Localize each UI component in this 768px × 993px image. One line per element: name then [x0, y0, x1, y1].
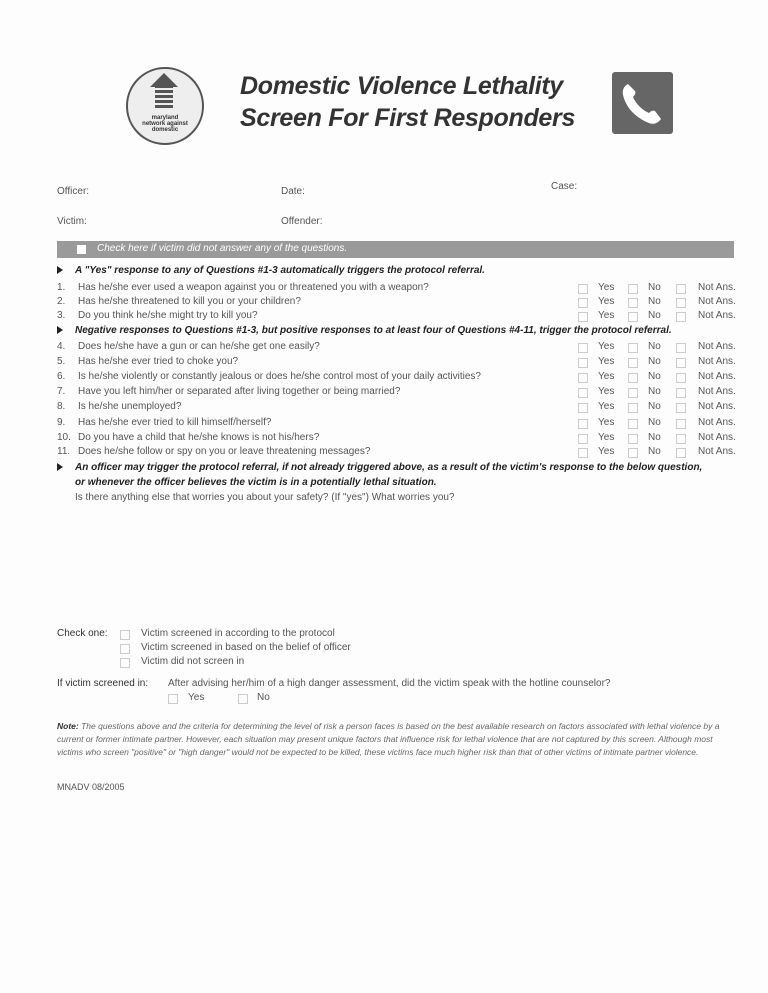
- answer-yes-label: Yes: [598, 432, 615, 443]
- answer-yes-label: Yes: [598, 296, 615, 307]
- answer-na-checkbox[interactable]: [676, 448, 686, 458]
- question-number: 3.: [57, 310, 66, 321]
- answer-na-label: Not Ans.: [698, 341, 736, 352]
- question-text: Is he/she unemployed?: [78, 401, 182, 412]
- question-number: 11.: [57, 446, 71, 457]
- answer-no-label: No: [648, 341, 661, 352]
- question-text: Does he/she have a gun or can he/she get one easily?: [78, 341, 320, 352]
- phone-icon: [612, 72, 673, 134]
- question-number: 8.: [57, 401, 66, 412]
- question-row: [57, 356, 737, 370]
- officer-field-label: Officer:: [57, 186, 90, 197]
- answer-yes-checkbox[interactable]: [578, 434, 588, 444]
- date-field-label: Date:: [281, 186, 305, 197]
- answer-na-label: Not Ans.: [698, 432, 736, 443]
- screened-officer-checkbox[interactable]: [120, 644, 130, 654]
- answer-na-label: Not Ans.: [698, 417, 736, 428]
- check-one-group: [120, 628, 520, 672]
- answer-yes-label: Yes: [598, 371, 615, 382]
- answer-no-label: No: [648, 417, 661, 428]
- logo-text: maryland network against domestic: [142, 115, 188, 133]
- question-number: 2.: [57, 296, 66, 307]
- question-text: Is he/she violently or constantly jealous or does he/she control most of your daily activities?: [78, 371, 481, 382]
- title-line-2: Screen For First Responders: [240, 104, 576, 132]
- hotline-no-checkbox[interactable]: [238, 694, 248, 704]
- answer-yes-label: Yes: [598, 356, 615, 367]
- answer-no-checkbox[interactable]: [628, 312, 638, 322]
- answer-no-label: No: [648, 386, 661, 397]
- not-screened-checkbox[interactable]: [120, 658, 130, 668]
- offender-field-label: Offender:: [281, 216, 323, 227]
- hotline-no-label: No: [257, 692, 270, 703]
- answer-no-checkbox[interactable]: [628, 388, 638, 398]
- answer-yes-checkbox[interactable]: [578, 403, 588, 413]
- question-number: 10.: [57, 432, 71, 443]
- answer-na-label: Not Ans.: [698, 296, 736, 307]
- question-text: Has he/she threatened to kill you or your children?: [78, 296, 301, 307]
- question-number: 5.: [57, 356, 66, 367]
- answer-no-checkbox[interactable]: [628, 343, 638, 353]
- answer-no-label: No: [648, 371, 661, 382]
- no-answer-band: [57, 241, 734, 258]
- question-row: [57, 446, 737, 460]
- answer-no-checkbox[interactable]: [628, 448, 638, 458]
- section-header-1: [57, 265, 485, 276]
- answer-yes-label: Yes: [598, 417, 615, 428]
- form-code: MNADV 08/2005: [57, 782, 125, 792]
- answer-yes-label: Yes: [598, 310, 615, 321]
- not-screened-label: Victim did not screen in: [141, 656, 245, 667]
- victim-field-label: Victim:: [57, 216, 87, 227]
- section-header-3-text: An officer may trigger the protocol referral, if not already triggered above, as a result of the victim's response to the below question,: [75, 462, 703, 473]
- answer-no-label: No: [648, 310, 661, 321]
- question-text: Has he/she ever tried to kill himself/herself?: [78, 417, 272, 428]
- answer-no-label: No: [648, 282, 661, 293]
- answer-na-checkbox[interactable]: [676, 403, 686, 413]
- question-row: [57, 417, 737, 431]
- answer-no-checkbox[interactable]: [628, 284, 638, 294]
- answer-yes-label: Yes: [598, 282, 615, 293]
- answer-na-checkbox[interactable]: [676, 358, 686, 368]
- answer-no-checkbox[interactable]: [628, 358, 638, 368]
- case-field-label: Case:: [551, 181, 578, 192]
- answer-na-label: Not Ans.: [698, 282, 736, 293]
- question-row: [57, 296, 737, 310]
- question-number: 9.: [57, 417, 66, 428]
- answer-na-label: Not Ans.: [698, 371, 736, 382]
- answer-no-label: No: [648, 401, 661, 412]
- answer-na-checkbox[interactable]: [676, 298, 686, 308]
- answer-no-label: No: [648, 296, 661, 307]
- arrow-icon: [57, 463, 63, 471]
- open-question: Is there anything else that worries you about your safety? (If "yes") What worries you?: [75, 492, 455, 503]
- answer-yes-checkbox[interactable]: [578, 298, 588, 308]
- note-label: Note:: [57, 721, 79, 731]
- hotline-yes-label: Yes: [188, 692, 205, 703]
- house-body-icon: [155, 85, 173, 109]
- answer-yes-checkbox[interactable]: [578, 388, 588, 398]
- answer-na-checkbox[interactable]: [676, 373, 686, 383]
- question-row: [57, 371, 737, 385]
- page-title: [240, 70, 580, 134]
- answer-na-label: Not Ans.: [698, 401, 736, 412]
- answer-na-checkbox[interactable]: [676, 388, 686, 398]
- question-text: Does he/she follow or spy on you or leave threatening messages?: [78, 446, 371, 457]
- section-header-3: [57, 462, 702, 473]
- answer-no-checkbox[interactable]: [628, 298, 638, 308]
- note-text: The questions above and the criteria for determining the level of risk a person faces is based on the best available research on factors associated with lethal violence by a current or former intimate partner. However, each situation may present unique factors that influence risk for lethal violence that are not captured by this screen. Although most victims who screen "positive" or "high danger" would not be expected to be killed, these victims face much higher risk than that of other victims of intimate partner violence.: [57, 721, 720, 757]
- question-text: Have you left him/her or separated after living together or being married?: [78, 386, 401, 397]
- answer-no-checkbox[interactable]: [628, 419, 638, 429]
- question-text: Has he/she ever used a weapon against you or threatened you with a weapon?: [78, 282, 429, 293]
- section-header-3-cont: or whenever the officer believes the victim is in a potentially lethal situation.: [75, 477, 437, 488]
- answer-no-label: No: [648, 432, 661, 443]
- screened-protocol-checkbox[interactable]: [120, 630, 130, 640]
- no-answer-label: Check here if victim did not answer any of the questions.: [97, 243, 348, 254]
- question-number: 4.: [57, 341, 66, 352]
- answer-na-label: Not Ans.: [698, 310, 736, 321]
- question-number: 7.: [57, 386, 66, 397]
- answer-na-checkbox[interactable]: [676, 419, 686, 429]
- screened-in-label: If victim screened in:: [57, 678, 149, 689]
- answer-no-checkbox[interactable]: [628, 403, 638, 413]
- answer-yes-label: Yes: [598, 341, 615, 352]
- question-text: Do you have a child that he/she knows is not his/hers?: [78, 432, 320, 443]
- question-row: [57, 341, 737, 355]
- answer-na-label: Not Ans.: [698, 386, 736, 397]
- hotline-yes-checkbox[interactable]: [168, 694, 178, 704]
- arrow-icon: [57, 326, 63, 334]
- title-line-1: Domestic Violence Lethality: [240, 72, 564, 100]
- arrow-icon: [57, 266, 63, 274]
- answer-na-checkbox[interactable]: [676, 343, 686, 353]
- question-row: [57, 282, 737, 296]
- no-answer-checkbox[interactable]: [77, 245, 86, 254]
- answer-yes-checkbox[interactable]: [578, 284, 588, 294]
- question-row: [57, 432, 737, 446]
- answer-no-checkbox[interactable]: [628, 434, 638, 444]
- question-number: 6.: [57, 371, 66, 382]
- answer-yes-checkbox[interactable]: [578, 419, 588, 429]
- answer-yes-checkbox[interactable]: [578, 358, 588, 368]
- answer-yes-checkbox[interactable]: [578, 312, 588, 322]
- question-row: [57, 310, 737, 324]
- disclaimer-note: [57, 720, 737, 759]
- section-header-1-text: A "Yes" response to any of Questions #1-3 automatically triggers the protocol referral.: [75, 265, 485, 276]
- question-text: Do you think he/she might try to kill you?: [78, 310, 258, 321]
- answer-no-label: No: [648, 356, 661, 367]
- answer-na-label: Not Ans.: [698, 356, 736, 367]
- section-header-2-text: Negative responses to Questions #1-3, but positive responses to at least four of Questions #4-11, trigger the protocol referral.: [75, 325, 672, 336]
- screened-officer-label: Victim screened in based on the belief of officer: [141, 642, 351, 653]
- answer-no-label: No: [648, 446, 661, 457]
- answer-yes-checkbox[interactable]: [578, 448, 588, 458]
- answer-yes-label: Yes: [598, 446, 615, 457]
- question-number: 1.: [57, 282, 66, 293]
- answer-na-checkbox[interactable]: [676, 284, 686, 294]
- answer-yes-label: Yes: [598, 386, 615, 397]
- answer-yes-checkbox[interactable]: [578, 373, 588, 383]
- question-row: [57, 386, 737, 400]
- answer-no-checkbox[interactable]: [628, 373, 638, 383]
- answer-na-checkbox[interactable]: [676, 312, 686, 322]
- question-row: [57, 401, 737, 415]
- answer-na-checkbox[interactable]: [676, 434, 686, 444]
- answer-yes-checkbox[interactable]: [578, 343, 588, 353]
- answer-na-label: Not Ans.: [698, 446, 736, 457]
- check-one-label: Check one:: [57, 628, 108, 639]
- answer-yes-label: Yes: [598, 401, 615, 412]
- screened-in-question: After advising her/him of a high danger assessment, did the victim speak with the hotline counselor?: [168, 678, 611, 689]
- screened-protocol-label: Victim screened in according to the protocol: [141, 628, 335, 639]
- organization-logo: [126, 67, 204, 145]
- question-text: Has he/she ever tried to choke you?: [78, 356, 239, 367]
- section-header-2: [57, 325, 672, 336]
